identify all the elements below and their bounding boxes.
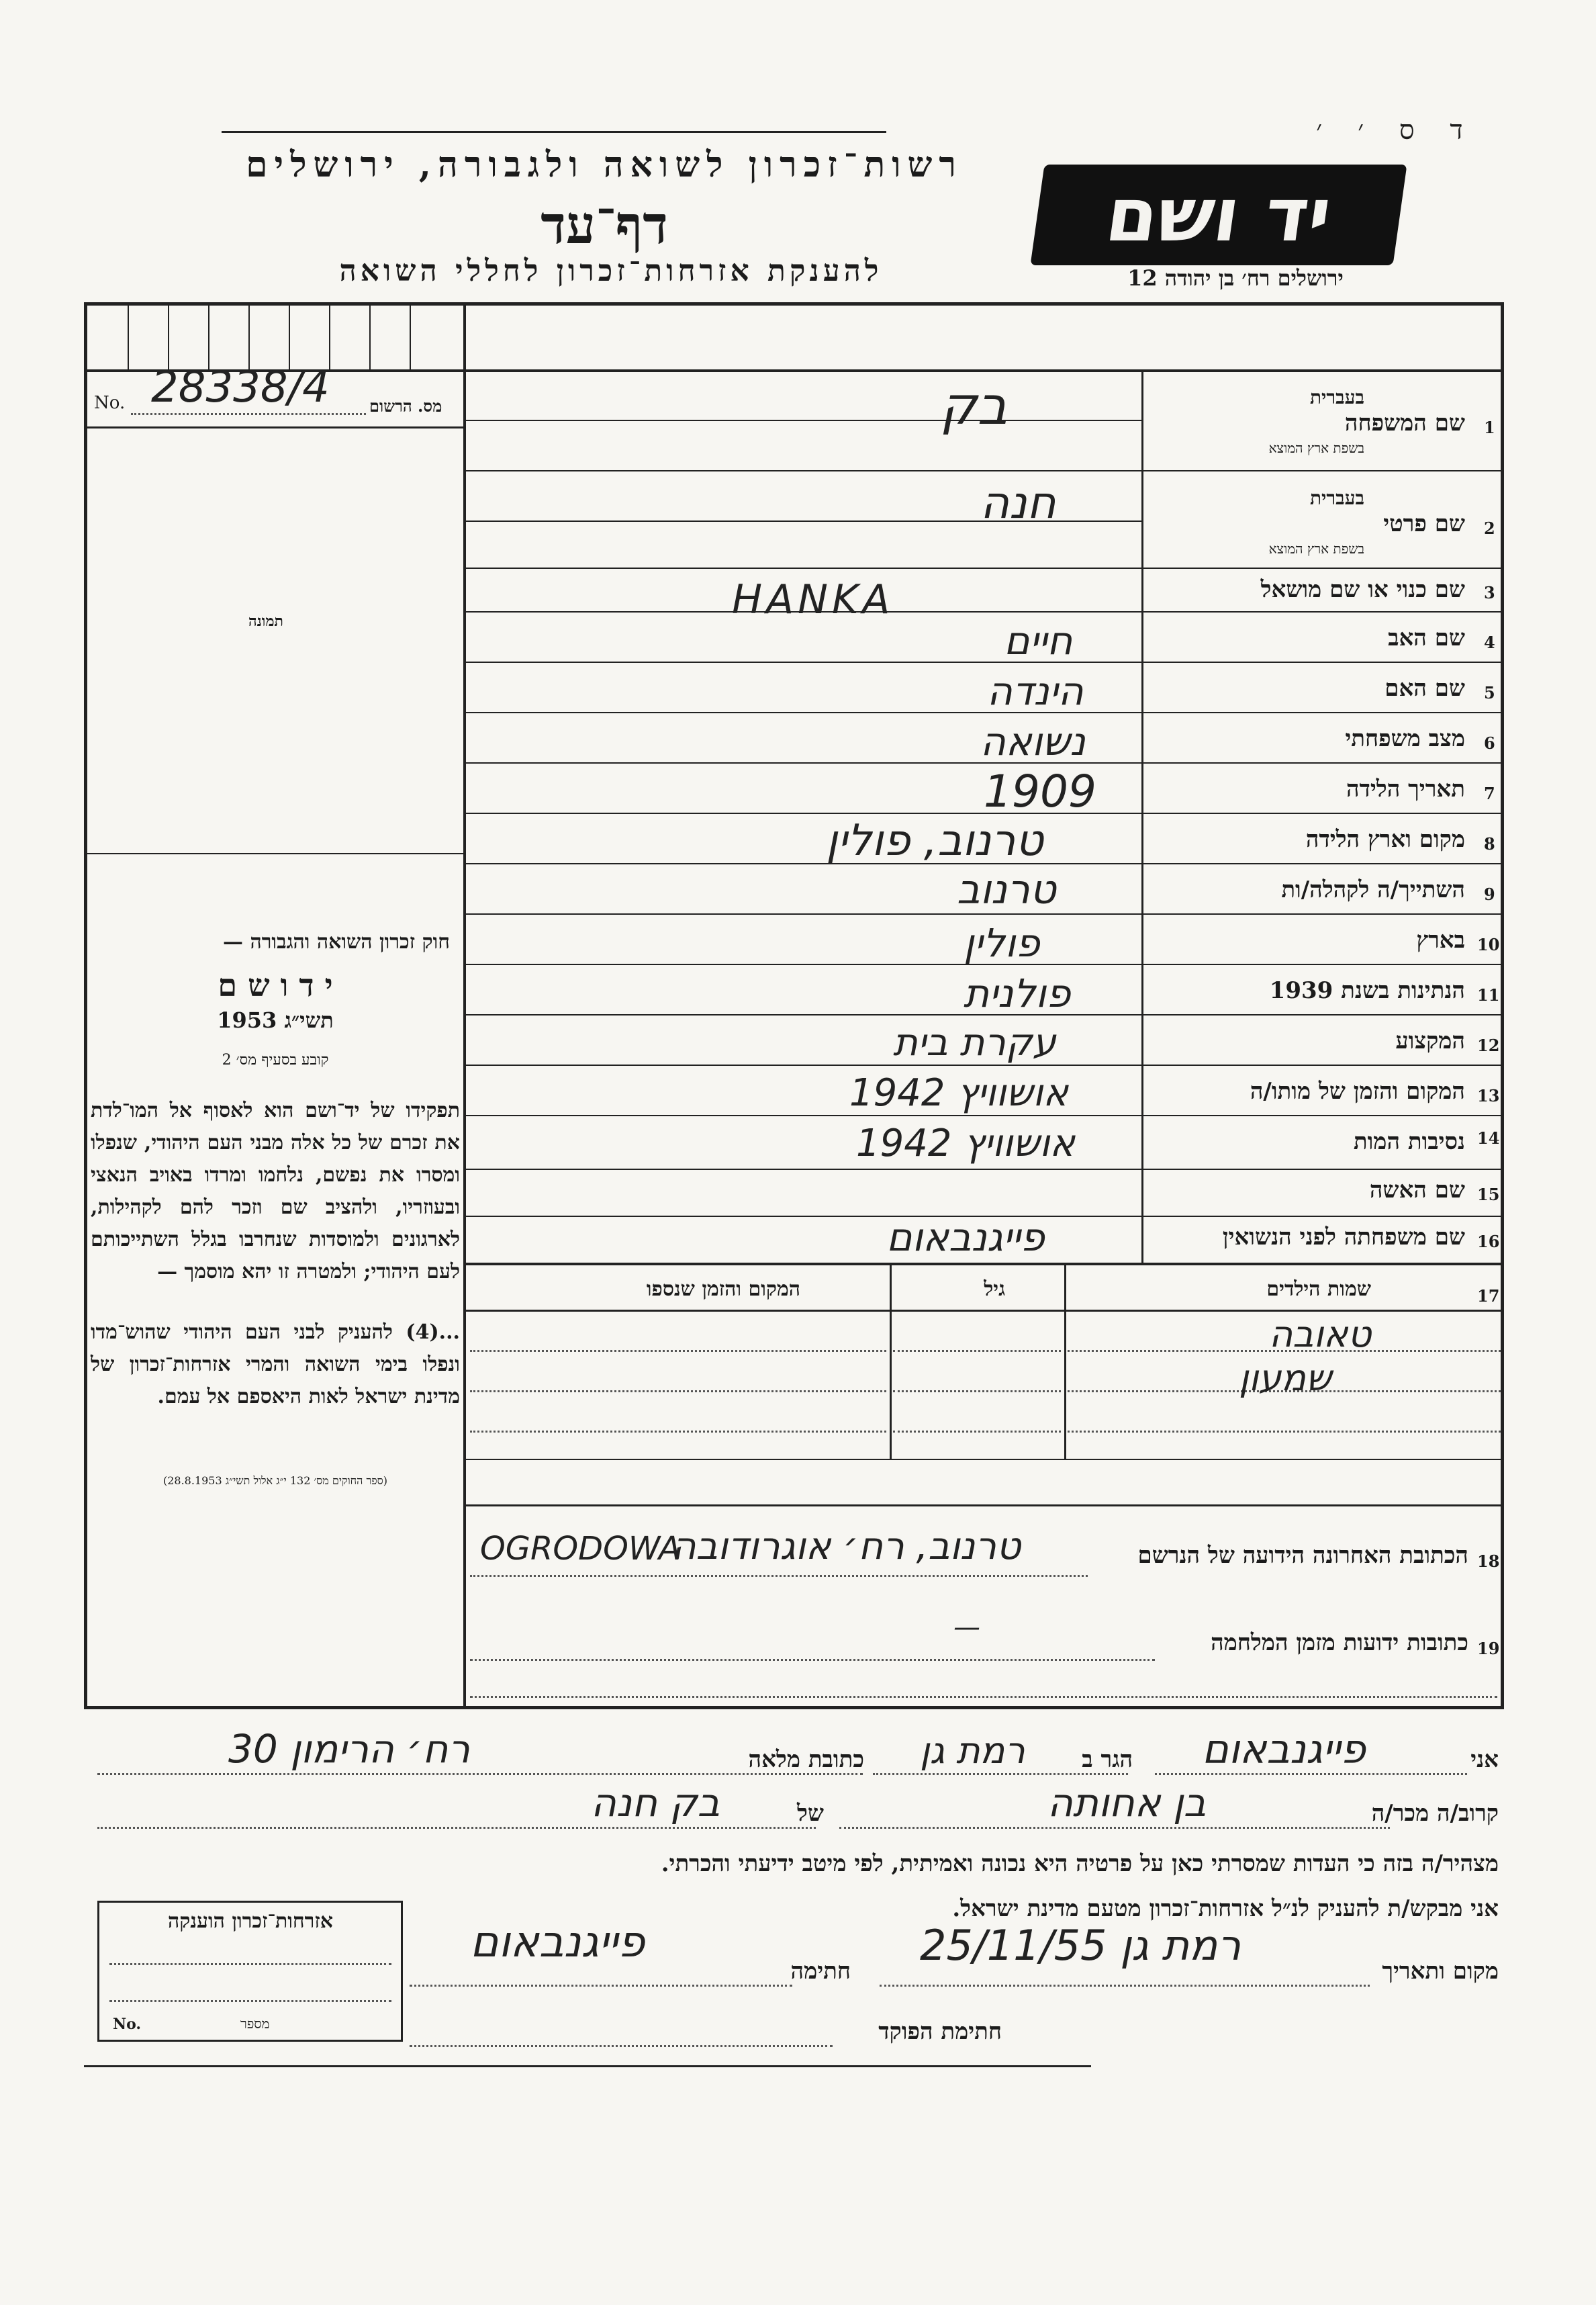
birth-date-label: תאריך הלידה xyxy=(1346,776,1465,803)
photo-area-rule xyxy=(84,853,463,854)
country-label: בארץ xyxy=(1416,927,1465,954)
family-name-origin-note: בשפת ארץ המוצא xyxy=(1268,440,1364,456)
children-age-header: גיל xyxy=(984,1277,1005,1301)
logo-text: יד ושם xyxy=(1100,172,1337,258)
birth-place-value: טרנוב, פולין xyxy=(826,816,1043,866)
stamp-title: אזרחות־זכרון הוענקה xyxy=(167,1909,334,1933)
relative-value: בן אחותה xyxy=(1047,1780,1207,1825)
death-circumstances-value: אושוויץ 1942 xyxy=(856,1122,1075,1165)
death-circumstances-label: נסיבות המות xyxy=(1353,1128,1465,1155)
officer-signature-label: חתימת הפוקד xyxy=(878,2018,1002,2045)
stamp-no-label: No. xyxy=(113,2016,142,2033)
family-name-label: שם המשפחה xyxy=(1344,410,1465,437)
yad-vashem-logo xyxy=(1030,165,1407,265)
wartime-address-line xyxy=(470,1659,1155,1661)
signature-value: פייגנבאום xyxy=(470,1917,645,1967)
of-value: בק חנה xyxy=(591,1780,720,1825)
field-number-18: 18 xyxy=(1477,1551,1500,1571)
citizenship-value: פולנית xyxy=(964,970,1071,1016)
statement-truth: מצהיר/ה בזה כי העדות שמסרתי כאן על פרטיה היא נכונה ואמיתית, לפי מיטב ידיעתי והכרתי. xyxy=(661,1850,1499,1877)
reg-rule xyxy=(84,426,463,428)
photo-label: תמונה xyxy=(248,613,283,630)
address-line: ירושלים רח׳ בן יהודה 12 xyxy=(1127,265,1344,291)
form-frame xyxy=(84,302,1504,1709)
law-clause: קובע בסעיף מס׳ 2 xyxy=(222,1052,329,1069)
marital-status-value: נשואה xyxy=(980,719,1086,764)
child-name-1: טאובה xyxy=(1269,1313,1372,1355)
birth-date-value: 1909 xyxy=(984,766,1096,817)
community-label: השתייך/ה לקהלה/ות xyxy=(1281,876,1465,903)
field-number-3: 3 xyxy=(1484,583,1495,602)
resides-line xyxy=(873,1773,1128,1775)
place-date-value: רמת גן 25/11/55 xyxy=(920,1921,1241,1970)
full-address-label: כתובת מלאה xyxy=(748,1746,864,1773)
wartime-address-label: כתובות ידועות מזמן המלחמה xyxy=(1211,1629,1468,1656)
bottom-rule xyxy=(84,2065,1091,2067)
field-number-8: 8 xyxy=(1484,834,1495,854)
field-number-4: 4 xyxy=(1484,633,1495,652)
full-address-value: רח׳ הרימון 30 xyxy=(228,1726,471,1772)
field-number-11: 11 xyxy=(1477,985,1500,1005)
field-number-17: 17 xyxy=(1477,1286,1500,1306)
registration-line xyxy=(131,413,366,415)
registration-number: 28338/4 xyxy=(151,363,330,412)
field-number-13: 13 xyxy=(1477,1086,1500,1105)
father-name-label: שם האב xyxy=(1388,625,1465,651)
relative-line xyxy=(839,1827,1390,1829)
field-number-15: 15 xyxy=(1477,1185,1500,1204)
father-name-value: חיים xyxy=(1004,618,1073,664)
maiden-name-value: פייגנבאום xyxy=(886,1214,1045,1260)
death-place-time-label: המקום והזמן של מותו/ה xyxy=(1250,1078,1465,1105)
last-address-latin: OGRODOWA xyxy=(480,1530,681,1568)
registration-prefix: No. xyxy=(94,393,126,413)
header-rule-top xyxy=(222,131,886,133)
family-name-value: בק xyxy=(940,376,1008,437)
field-number-5: 5 xyxy=(1484,683,1495,703)
community-value: טרנוב xyxy=(957,866,1056,913)
law-source: (ספר החוקים מס׳ 132 י״ג אלול תשי״ג 28.8.1953) xyxy=(162,1474,388,1487)
death-place-time-value: אושוויץ 1942 xyxy=(849,1071,1068,1115)
authority-title: רשות־זכרון לשואה ולגבורה, ירושלים xyxy=(246,144,963,185)
statement-request: אני מבקש/ת להעניק לנ״ל אזרחות־זכרון מטעם מדינת ישראל. xyxy=(952,1895,1499,1922)
left-column-divider xyxy=(463,302,466,1709)
law-title: חוק זכרון השואה והגבורה — xyxy=(223,930,450,954)
place-date-line xyxy=(880,1985,1370,1987)
maiden-name-label: שם משפחתה לפני הנשואין xyxy=(1222,1224,1465,1251)
field-number-2: 2 xyxy=(1484,518,1495,538)
citizenship-stamp-box xyxy=(97,1901,403,2042)
signature-line xyxy=(410,1985,792,1987)
full-address-line xyxy=(97,1773,863,1775)
place-date-label: מקום ותאריך xyxy=(1382,1958,1499,1985)
law-text-1: תפקידו של יד־ושם הוא לאסוף אל המו־לדת את זכרם של כל אלה מבני העם היהודי, שנפלו ומסרו את נפשם, נלחמו ומרדו באויב הנאצי ובעוזריו, ולהציב שם וזכר להם לקהילות, לארגונים ולמוסדות שנחרבו בגלל השתייכותם לעם היהודי; ולמטרה זו יהא מוסמך — xyxy=(91,1099,460,1283)
nickname-label: שם כנוי או שם מושאל xyxy=(1260,576,1465,603)
last-address-value: טרנוב, רח׳ אוגרודובה xyxy=(671,1525,1021,1568)
first-name-value: חנה xyxy=(980,477,1056,529)
children-names-header: שמות הילדים xyxy=(1266,1277,1371,1301)
first-name-origin-note: בשפת ארץ המוצא xyxy=(1268,541,1364,557)
mother-name-value: הינדה xyxy=(987,668,1084,714)
field-number-14: 14 xyxy=(1477,1128,1500,1148)
wife-name-label: שם האשה xyxy=(1369,1177,1465,1204)
family-name-hebrew-note: בעברית xyxy=(1309,386,1364,408)
relative-label: קרוב/ה מכר/ה xyxy=(1371,1800,1499,1827)
resides-value: רמת גן xyxy=(920,1729,1025,1772)
wartime-address-line-2 xyxy=(470,1696,1497,1698)
signature-label: חתימה xyxy=(790,1958,851,1985)
field-number-7: 7 xyxy=(1484,784,1495,803)
first-name-label: שם פרטי xyxy=(1383,510,1465,537)
profession-value: עקרת בית xyxy=(893,1021,1056,1065)
last-address-label: הכתובת האחרונה הידועה של הנרשם xyxy=(1137,1542,1468,1569)
form-subtitle: להענקת אזרחות־זכרון לחללי השואה xyxy=(339,254,883,288)
nickname-value: HANKA xyxy=(732,576,894,623)
corner-mark: ד ס ׳ ׳ xyxy=(1316,115,1476,146)
citizenship-label: הנתינות בשנת 1939 xyxy=(1269,977,1465,1004)
mother-name-label: שם האם xyxy=(1384,675,1465,702)
law-year: תשי״ג 1953 xyxy=(217,1007,334,1033)
stamp-number-label: מספר xyxy=(240,2016,270,2032)
birth-place-label: מקום וארץ הלידה xyxy=(1305,826,1465,853)
country-value: פולין xyxy=(964,920,1040,966)
first-name-hebrew-note: בעברית xyxy=(1309,487,1364,509)
law-text-2: ...(4) להעניק לבני העם היהודי שהוש־מדו ונפלו בימי השואה והמרי אזרחות־זכרון של מדינת ישראל לאות היאספם אל עמם. xyxy=(91,1320,460,1408)
officer-signature-line xyxy=(410,2045,833,2047)
declarant-value: פייגנבאום xyxy=(1202,1726,1366,1773)
declarant-line xyxy=(1155,1773,1467,1775)
of-label: של xyxy=(797,1800,824,1827)
child-name-2: שמעון xyxy=(1239,1357,1332,1399)
field-number-1: 1 xyxy=(1484,418,1495,437)
law-name: י ד ו ש ם xyxy=(218,967,333,1003)
wartime-address-value: — xyxy=(953,1612,980,1643)
registration-label: מס. הרשום xyxy=(369,396,442,416)
field-number-10: 10 xyxy=(1477,935,1500,954)
form-title: דף־עד xyxy=(541,195,668,256)
resides-label: הגר ב xyxy=(1082,1746,1133,1773)
label-column-divider xyxy=(1141,369,1143,1263)
last-address-line xyxy=(470,1575,1088,1577)
address-top-rule xyxy=(466,1504,1504,1506)
field-number-16: 16 xyxy=(1477,1232,1500,1251)
marital-status-label: מצב משפחתי xyxy=(1345,725,1465,752)
children-place-header: המקום והזמן שנספו xyxy=(646,1277,800,1301)
field-number-12: 12 xyxy=(1477,1036,1500,1055)
field-number-6: 6 xyxy=(1484,733,1495,753)
declarant-label: אני xyxy=(1470,1746,1499,1773)
of-line xyxy=(97,1827,816,1829)
profession-label: המקצוע xyxy=(1395,1028,1465,1054)
field-number-19: 19 xyxy=(1477,1639,1500,1658)
field-number-9: 9 xyxy=(1484,885,1495,904)
